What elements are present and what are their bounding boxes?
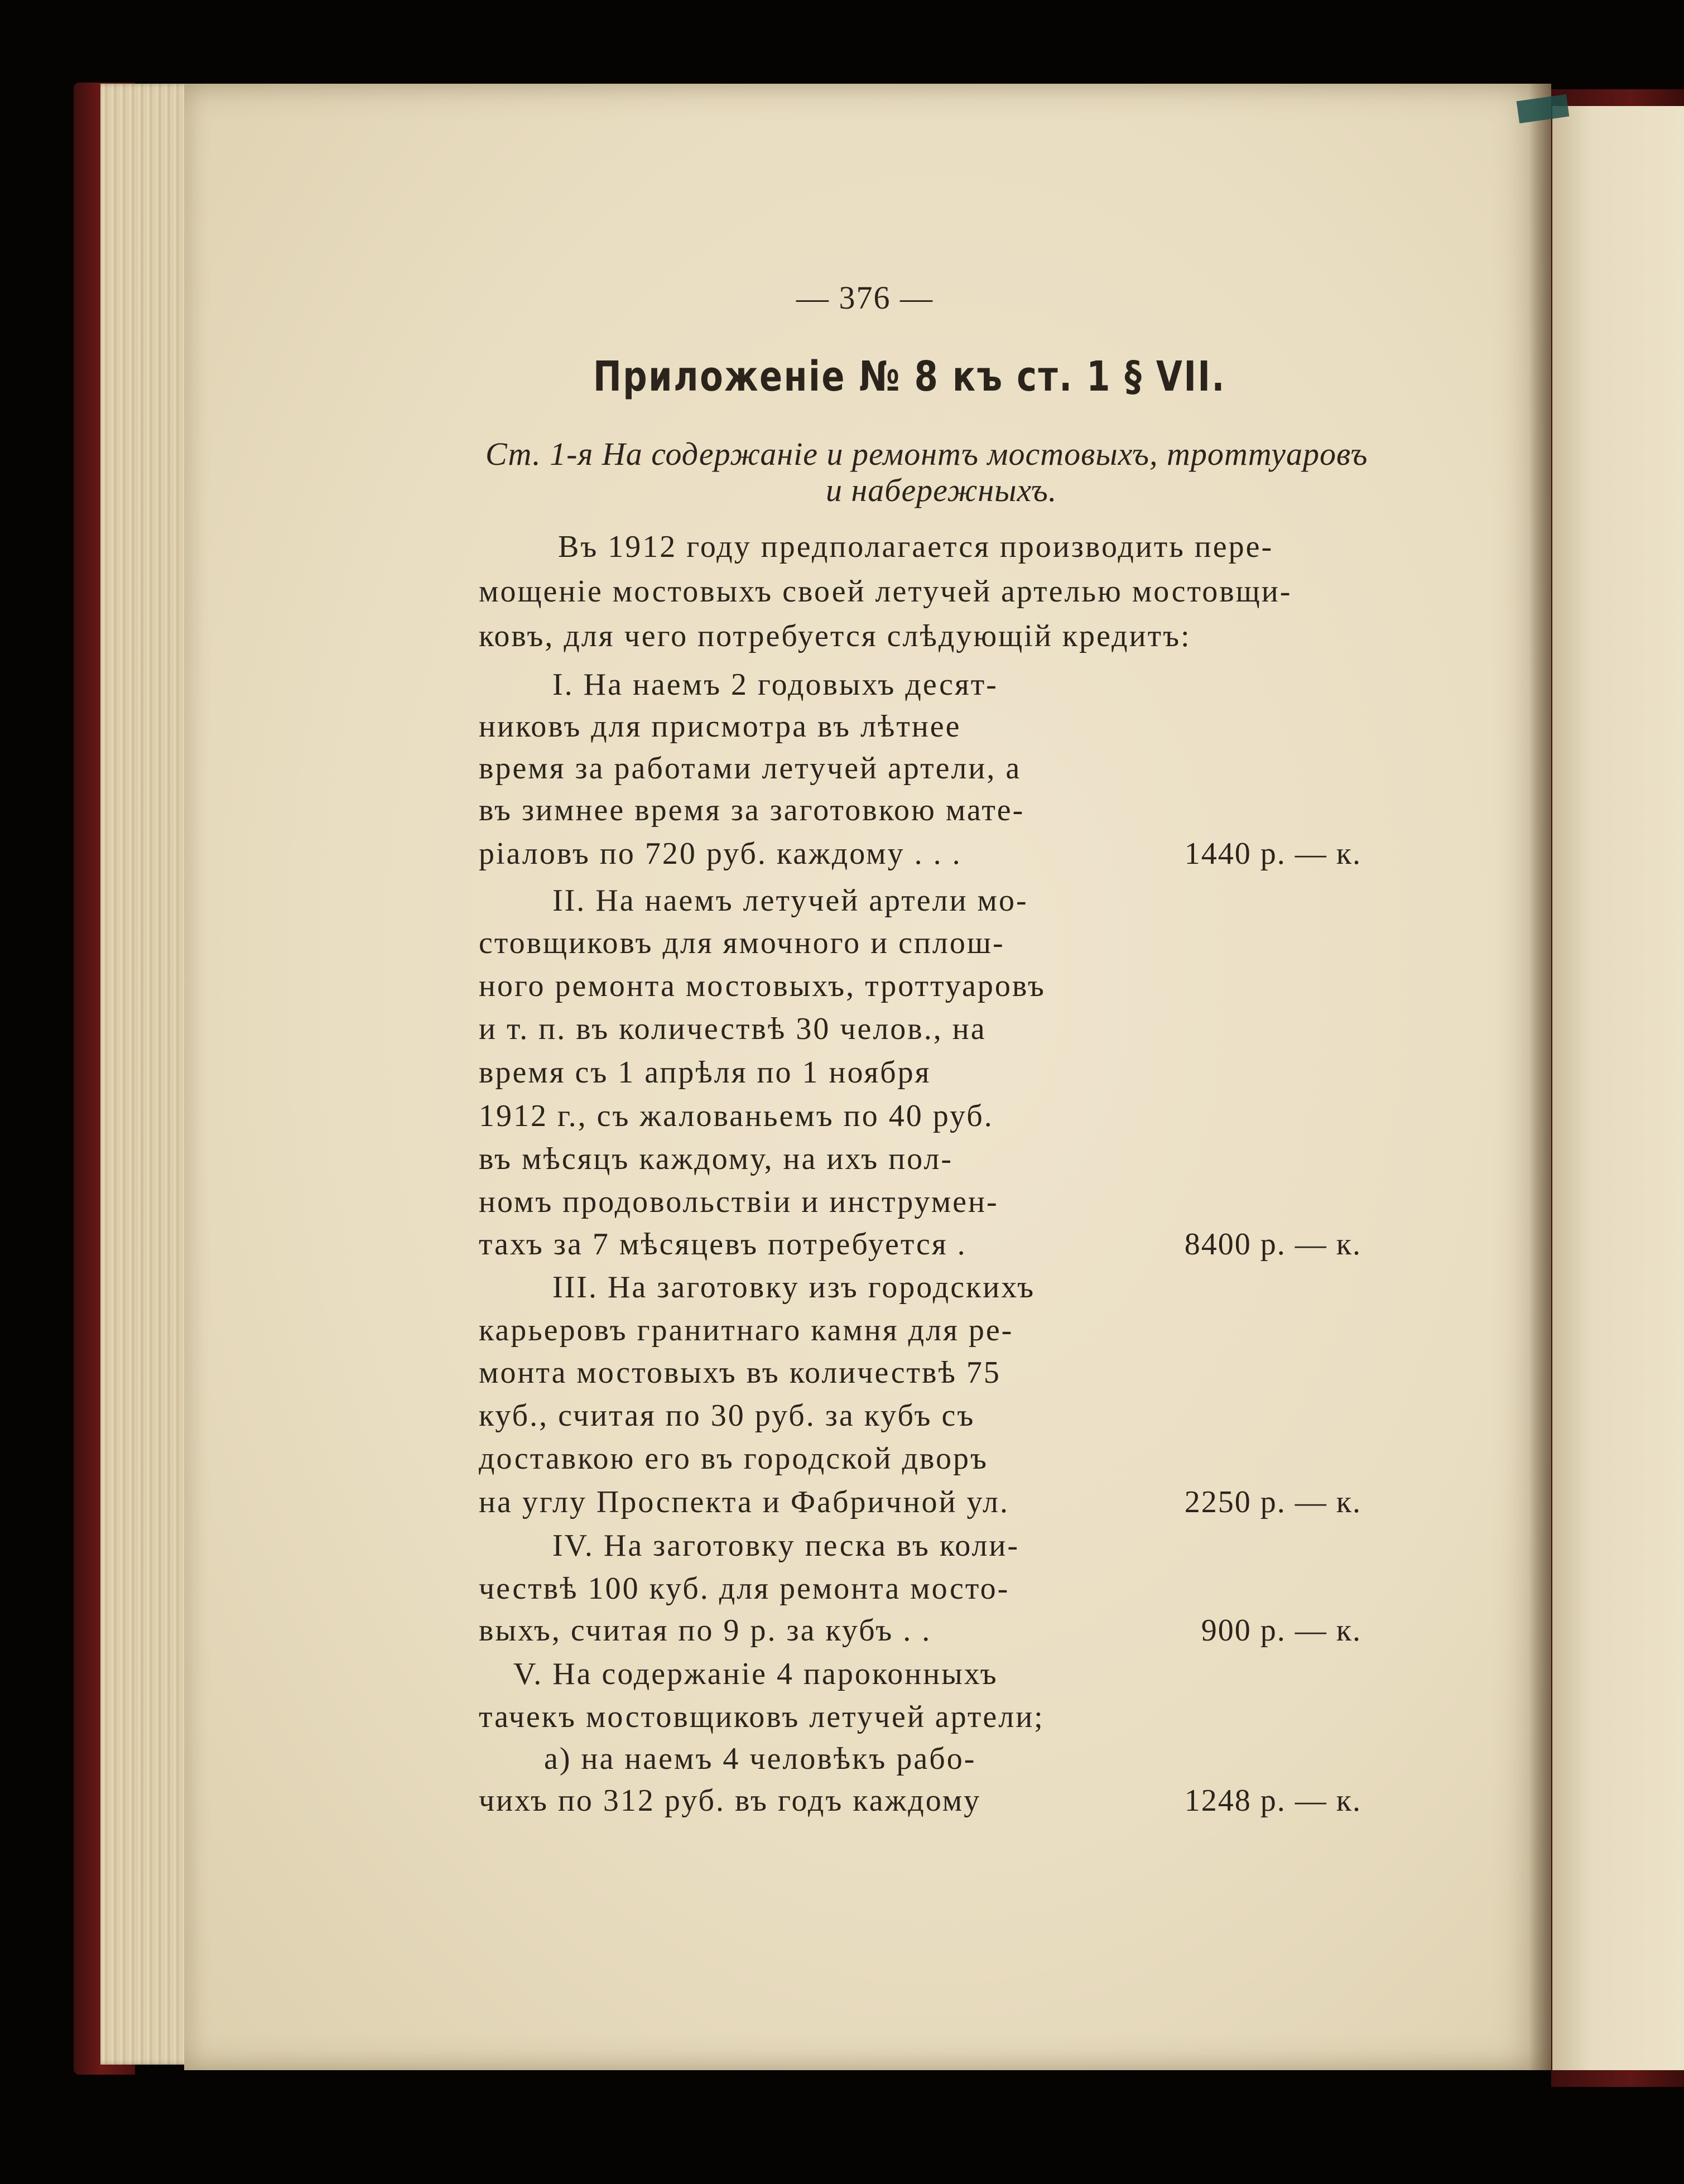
amount-value: 1440 р. — к.	[1184, 836, 1361, 871]
item-line: III. На заготовку изъ городскихъ	[552, 1270, 1036, 1305]
item-line: время съ 1 апрѣля по 1 ноября	[479, 1055, 931, 1090]
item-line: куб., считая по 30 руб. за кубъ съ	[479, 1398, 975, 1433]
intro-line: ковъ, для чего потребуется слѣдующій кредитъ:	[479, 619, 1191, 653]
amount-value: 900 р. — к.	[1201, 1613, 1361, 1648]
section-subtitle-continued: и набережныхъ.	[826, 472, 1057, 508]
item-line: а) на наемъ 4 человѣкъ рабо-	[544, 1742, 976, 1776]
intro-line: мощеніе мостовыхъ своей летучей артелью мостовщи-	[479, 574, 1292, 609]
amount-value: 2250 р. — к.	[1184, 1485, 1361, 1519]
item-line: на углу Проспекта и Фабричной ул.	[479, 1485, 1010, 1519]
item-line: I. На наемъ 2 годовыхъ десят-	[552, 667, 998, 702]
item-line: номъ продовольствіи и инструмен-	[479, 1185, 999, 1219]
item-line: монта мостовыхъ въ количествѣ 75	[479, 1355, 1001, 1390]
item-line: карьеровъ гранитнаго камня для ре-	[479, 1313, 1014, 1348]
item-line: въ зимнее время за заготовкою мате-	[479, 793, 1025, 828]
item-line: тахъ за 7 мѣсяцевъ потребуется .	[479, 1227, 967, 1262]
facing-page-edge	[1552, 106, 1684, 2070]
item-line: и т. п. въ количествѣ 30 челов., на	[479, 1012, 987, 1046]
item-line: въ мѣсяцъ каждому, на ихъ пол-	[479, 1142, 953, 1176]
item-line: ріаловъ по 720 руб. каждому . . .	[479, 836, 962, 871]
item-line: чествѣ 100 куб. для ремонта мосто-	[479, 1571, 1010, 1606]
item-line: чихъ по 312 руб. въ годъ каждому	[479, 1783, 981, 1818]
intro-line: Въ 1912 году предполагается производить пере-	[558, 530, 1274, 564]
item-line: выхъ, считая по 9 р. за кубъ . .	[479, 1613, 932, 1648]
item-line: время за работами летучей артели, а	[479, 751, 1022, 786]
item-line: тачекъ мостовщиковъ летучей артели;	[479, 1700, 1045, 1734]
item-line: 1912 г., съ жалованьемъ по 40 руб.	[479, 1099, 994, 1133]
item-line: ного ремонта мостовыхъ, троттуаровъ	[479, 969, 1046, 1003]
item-line: стовщиковъ для ямочного и сплош-	[479, 926, 1005, 960]
item-line: V. На содержаніе 4 пароконныхъ	[513, 1657, 998, 1691]
amount-value: 8400 р. — к.	[1184, 1227, 1361, 1262]
item-line: доставкою его въ городской дворъ	[479, 1441, 988, 1476]
page-title: Приложеніе № 8 къ ст. 1 § VII.	[593, 353, 1226, 401]
item-line: IV. На заготовку песка въ коли-	[552, 1528, 1020, 1563]
amount-value: 1248 р. — к.	[1184, 1783, 1361, 1818]
item-line: никовъ для присмотра въ лѣтнее	[479, 709, 961, 744]
page-number: — 376 —	[796, 280, 934, 316]
section-subtitle: Ст. 1-я На содержаніе и ремонтъ мостовыхъ, троттуаровъ	[485, 436, 1368, 472]
item-line: II. На наемъ летучей артели мо-	[552, 883, 1028, 918]
page-gutter-shadow	[1529, 84, 1551, 2070]
